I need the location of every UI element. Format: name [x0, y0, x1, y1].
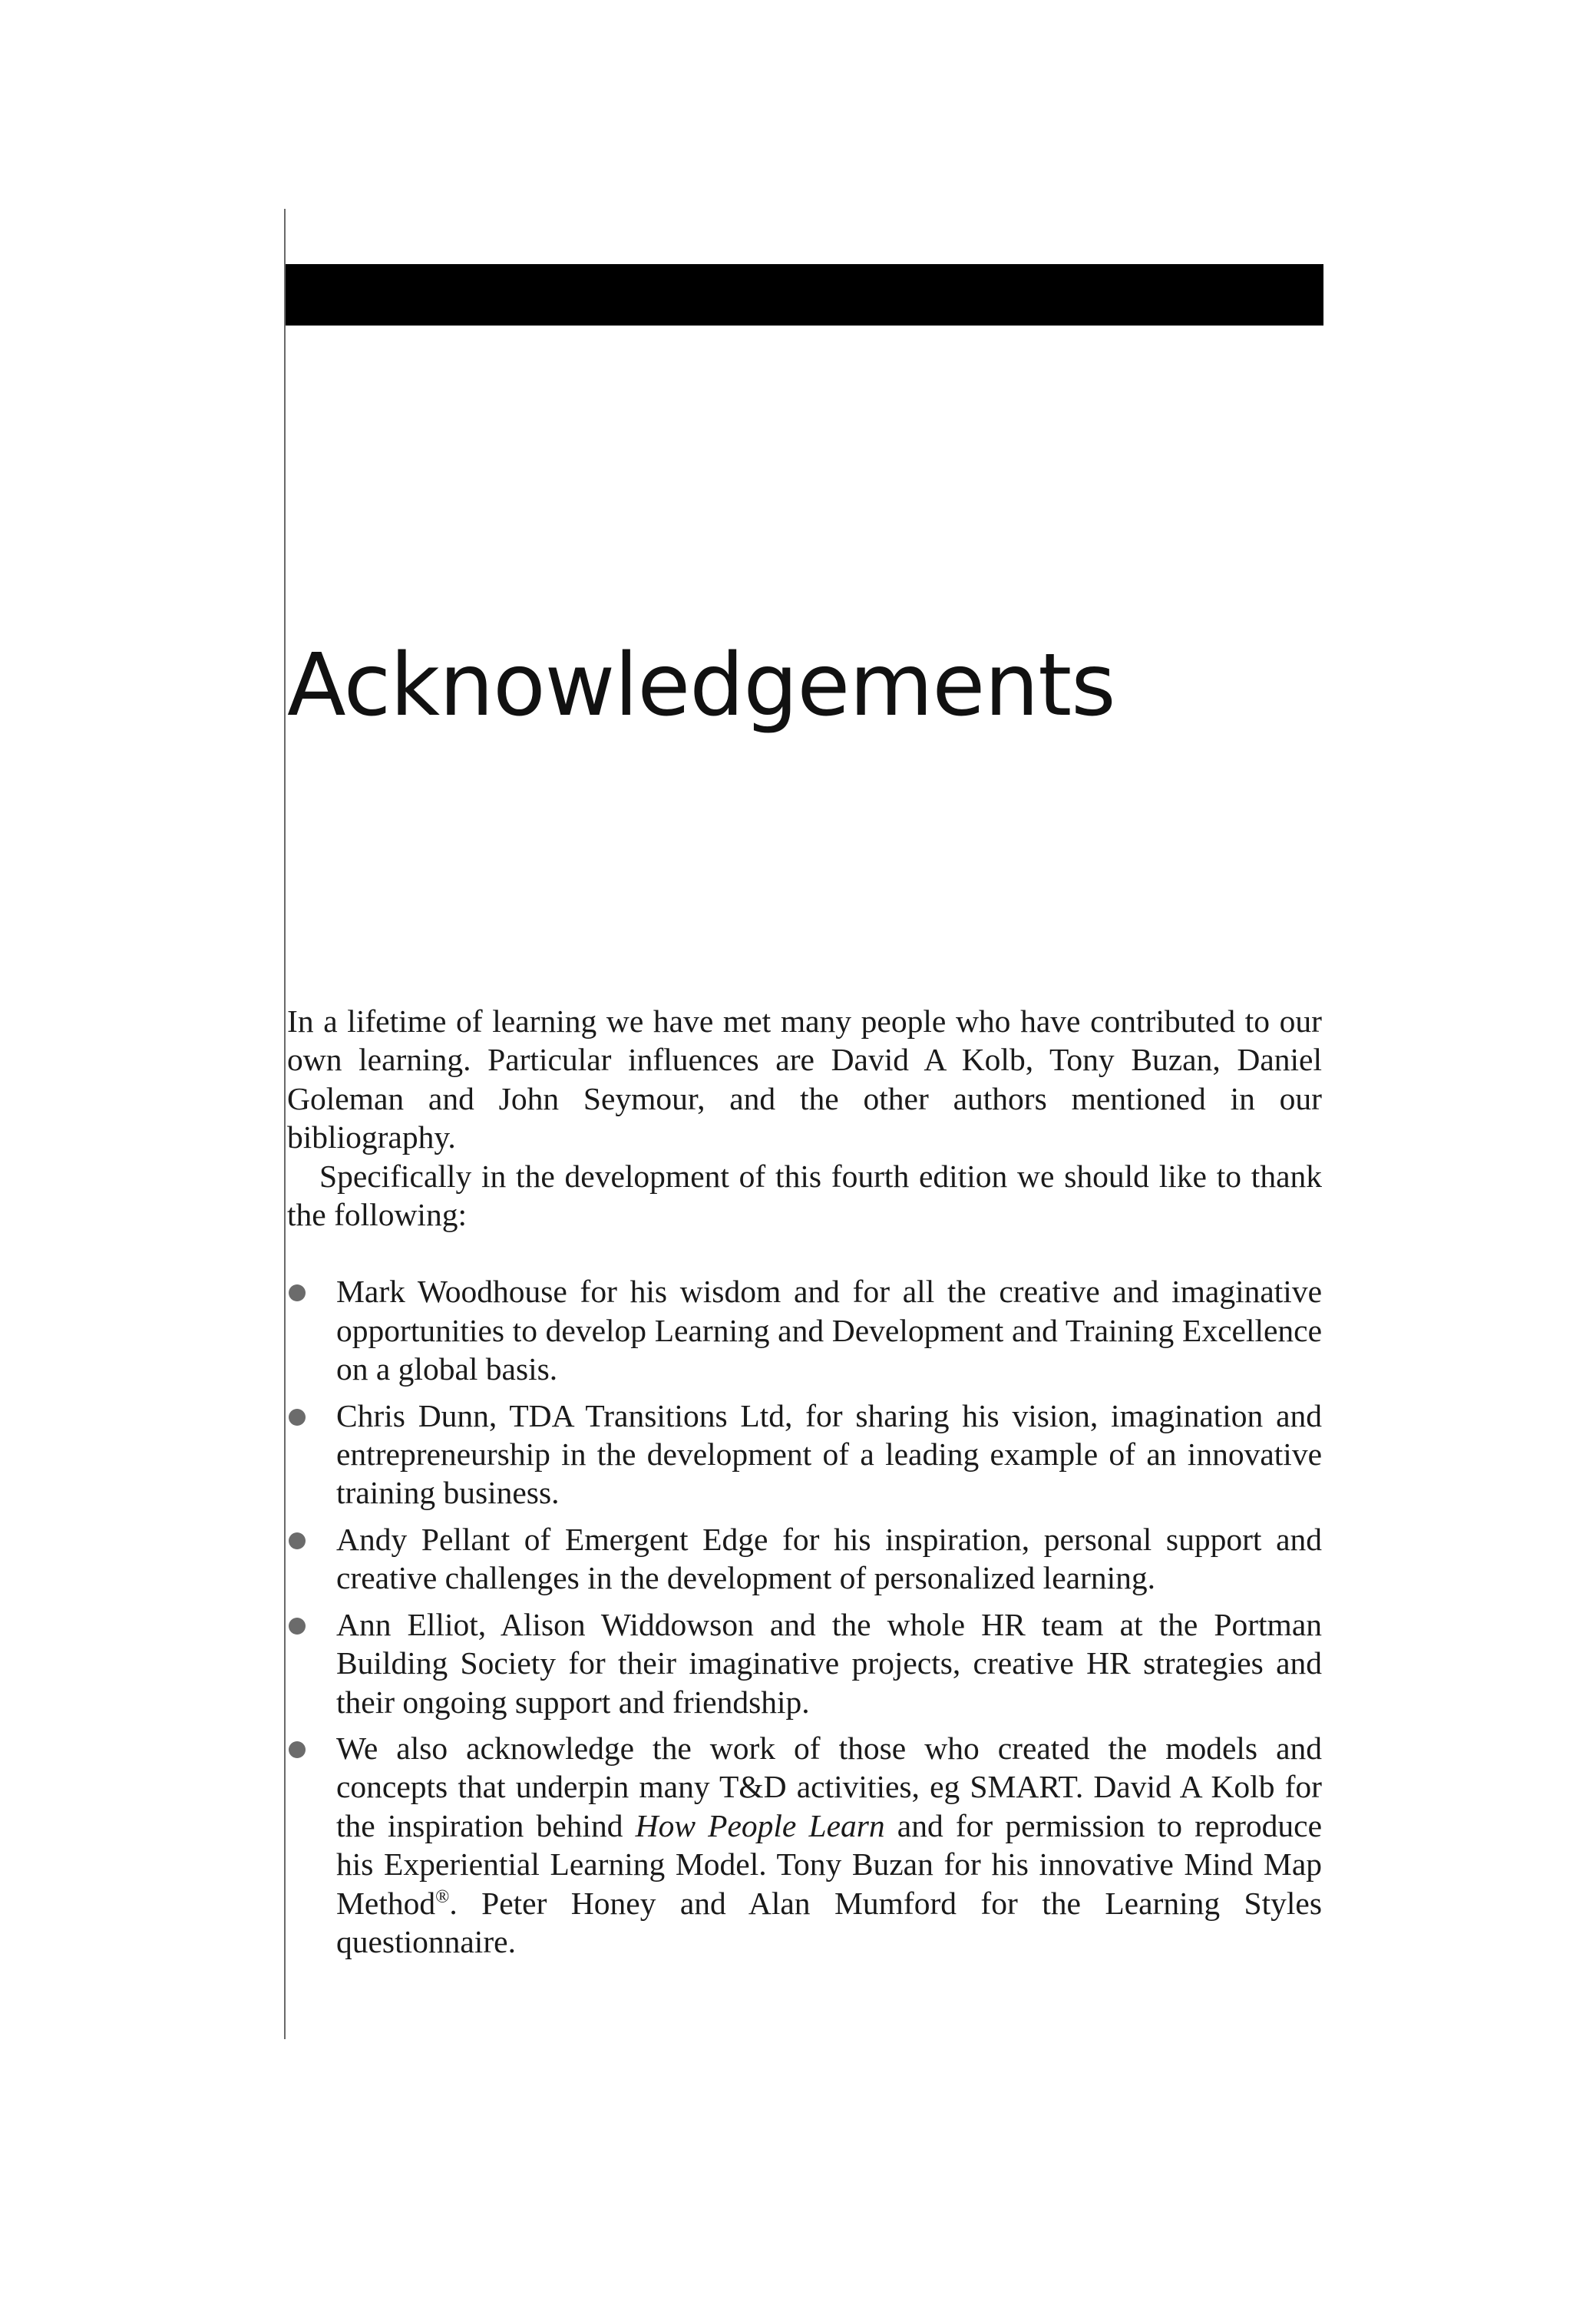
text-run: and for permission to reproduce his Experiential Learning Model. Tony Buzan for his innovative Mind Map Method	[336, 1807, 1322, 1921]
list-item-text: Mark Woodhouse for his wisdom and for all the creative and imaginative opportunities to develop Learning and Development and Training Excellence on a global basis.	[336, 1274, 1322, 1387]
text-run: . Peter Honey and Alan Mumford for the Learning Styles questionnaire.	[336, 1885, 1322, 1959]
list-item-text	[336, 1731, 1322, 1959]
page-title: Acknowledgements	[287, 636, 1115, 736]
registered-mark: ®	[435, 1886, 450, 1907]
acknowledgement-list	[287, 1272, 1322, 1961]
book-title: How People Learn	[635, 1807, 885, 1843]
list-item	[287, 1397, 1322, 1512]
bullet-icon	[289, 1618, 306, 1635]
list-item	[287, 1272, 1322, 1388]
list-item-text: Chris Dunn, TDA Transitions Ltd, for sharing his vision, imagination and entrepreneurship in the development of a leading example of an innovative training business.	[336, 1397, 1322, 1511]
bullet-icon	[289, 1409, 306, 1426]
second-paragraph: Specifically in the development of this fourth edition we should like to thank the following:	[287, 1158, 1322, 1233]
text-run: We also acknowledge the work of those who created the models and concepts that underpin many T&D activities, eg SMART. David A Kolb for the inspiration behind	[336, 1730, 1322, 1843]
list-item	[287, 1520, 1322, 1598]
intro-paragraph: In a lifetime of learning we have met many people who have contributed to our own learning. Particular influences are David A Kolb, Tony Buzan, Daniel Goleman and John Seymour, and the other authors mentioned in our bibliography.	[287, 1003, 1322, 1155]
list-item-text: Ann Elliot, Alison Widdowson and the whole HR team at the Portman Building Society for their imaginative projects, creative HR strategies and their ongoing support and friendship.	[336, 1606, 1322, 1720]
list-item	[287, 1729, 1322, 1961]
bullet-icon	[289, 1284, 306, 1301]
bullet-icon	[289, 1532, 306, 1549]
margin-rule	[284, 209, 286, 2039]
list-item-text: Andy Pellant of Emergent Edge for his inspiration, personal support and creative challenges in the development of personalized learning.	[336, 1521, 1322, 1596]
bullet-icon	[289, 1741, 306, 1758]
list-item	[287, 1605, 1322, 1721]
header-bar	[286, 264, 1323, 326]
body-text	[287, 1002, 1322, 1969]
